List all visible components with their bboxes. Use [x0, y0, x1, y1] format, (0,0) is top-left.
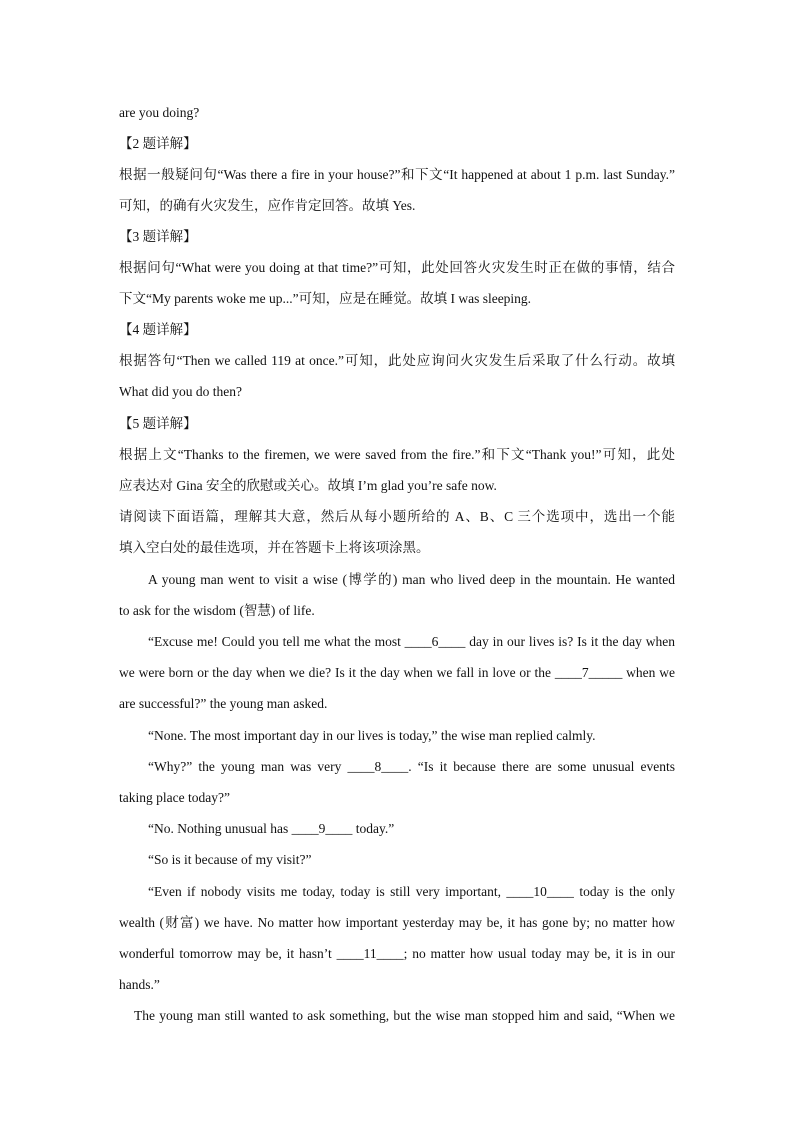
section-heading: 【4 题详解】: [119, 322, 197, 337]
text-line: 可知，的确有火灾发生，应作肯定回答。故填 Yes.: [119, 198, 416, 213]
passage-line: are successful?” the young man asked.: [119, 696, 328, 711]
passage-line: hands.”: [119, 977, 160, 992]
passage-line: The young man still wanted to ask something, but the wise man stopped him and said, “When we: [134, 1008, 675, 1023]
instruction-line: 填入空白处的最佳选项，并在答题卡上将该项涂黑。: [119, 540, 430, 555]
text-line: 根据问句“What were you doing at that time?”可知，此处回答火灾发生时正在做的事情，结合: [119, 260, 675, 275]
passage-line: “No. Nothing unusual has ____9____ today.”: [148, 821, 395, 836]
passage-line: wealth (财富) we have. No matter how important yesterday may be, it has gone by; no matter how: [119, 915, 675, 930]
section-heading: 【3 题详解】: [119, 229, 197, 244]
passage-line: “Why?” the young man was very ____8____. “Is it because there are some unusual events: [148, 759, 675, 774]
passage-line: we were born or the day when we die? Is it the day when we fall in love or the ____7_____ when we: [119, 665, 675, 680]
instruction-line: 请阅读下面语篇，理解其大意，然后从每小题所给的 A、B、C 三个选项中，选出一个能: [119, 509, 675, 524]
passage-line: “None. The most important day in our lives is today,” the wise man replied calmly.: [148, 728, 596, 743]
text-line: 根据答句“Then we called 119 at once.”可知，此处应询问火灾发生后采取了什么行动。故填: [119, 353, 675, 368]
text-line: 根据一般疑问句“Was there a fire in your house?”和下文“It happened at about 1 p.m. last Sunday.”: [119, 167, 675, 182]
text-line: 下文“My parents woke me up...”可知，应是在睡觉。故填 I was sleeping.: [119, 291, 532, 306]
text-line: What did you do then?: [119, 384, 242, 399]
section-heading: 【5 题详解】: [119, 416, 197, 431]
text-line: 根据上文“Thanks to the firemen, we were saved from the fire.”和下文“Thank you!”可知，此处: [119, 447, 675, 462]
passage-line: A young man went to visit a wise (博学的) man who lived deep in the mountain. He wanted: [148, 572, 675, 587]
passage-line: “Excuse me! Could you tell me what the most ____6____ day in our lives is? Is it the day when: [148, 634, 675, 649]
passage-line: “Even if nobody visits me today, today is still very important, ____10____ today is the only: [148, 884, 675, 899]
section-heading: 【2 题详解】: [119, 136, 197, 151]
passage-line: taking place today?”: [119, 790, 230, 805]
text-line: are you doing?: [119, 105, 200, 120]
text-line: 应表达对 Gina 安全的欣慰或关心。故填 I’m glad you’re safe now.: [119, 478, 497, 493]
passage-line: wonderful tomorrow may be, it hasn’t ____11____; no matter how usual today may be, it is in our: [119, 946, 675, 961]
passage-line: to ask for the wisdom (智慧) of life.: [119, 603, 315, 618]
passage-line: “So is it because of my visit?”: [148, 852, 312, 867]
